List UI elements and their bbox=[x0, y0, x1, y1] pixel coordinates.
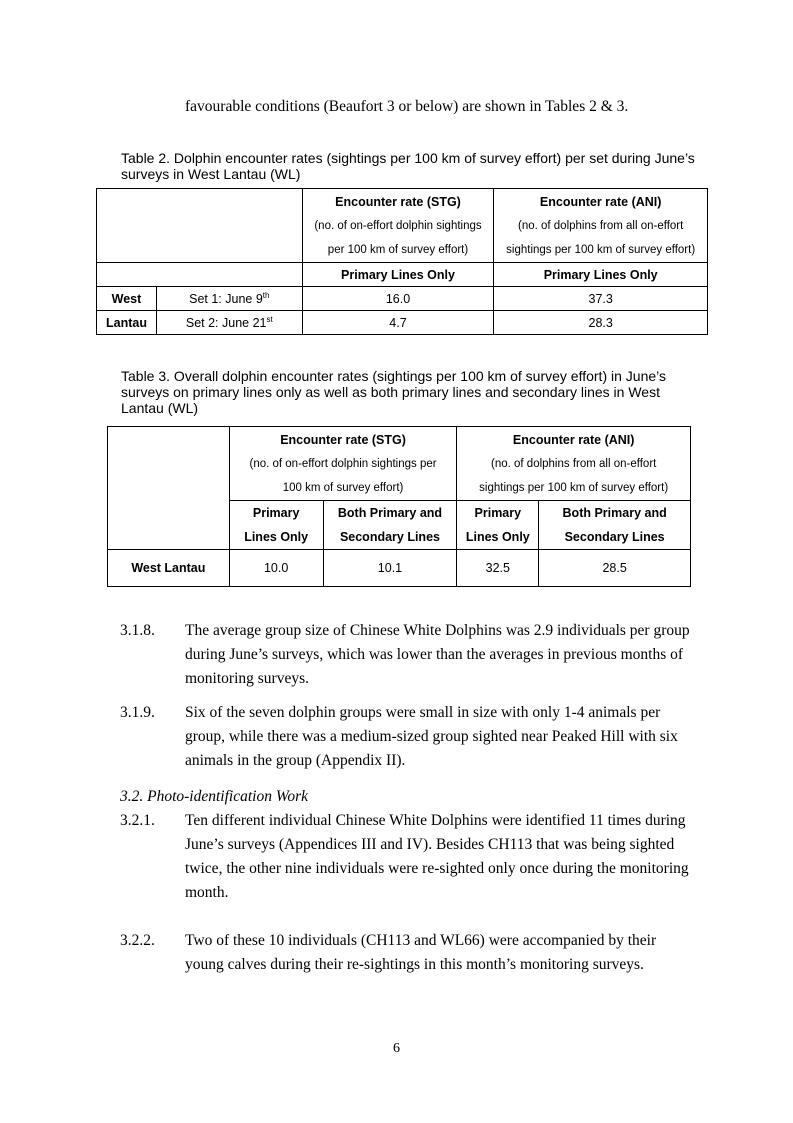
row-label: West Lantau bbox=[108, 550, 230, 587]
paragraph-number: 3.1.9. bbox=[120, 704, 155, 721]
ani-desc-2: sightings per 100 km of survey effort) bbox=[506, 243, 696, 256]
paragraph-text: Ten different individual Chinese White Dolphins were identified 11 times during June’s surveys (Appendices III and IV). Besides CH113 that was being sighted twice, the other nine individuals were re-sighted only once during the monitoring month. bbox=[185, 812, 689, 901]
col-stg-primary: Primary Lines Only bbox=[229, 501, 323, 550]
table-2-stg-header bbox=[302, 189, 494, 263]
stg-value: 4.7 bbox=[302, 311, 494, 335]
stg-desc-2: per 100 km of survey effort) bbox=[327, 243, 469, 256]
value-cell: 32.5 bbox=[457, 550, 539, 587]
ani-desc-2: sightings per 100 km of survey effort) bbox=[479, 481, 669, 494]
set-label: Set 2: June 21st bbox=[156, 311, 302, 335]
stg-desc-1: (no. of on-effort dolphin sightings per bbox=[249, 457, 437, 470]
value-cell: 10.0 bbox=[229, 550, 323, 587]
table-3-ani-header bbox=[457, 427, 691, 501]
stg-title: Encounter rate (STG) bbox=[280, 432, 406, 447]
ani-value: 37.3 bbox=[494, 287, 708, 311]
table-2-blank-cell bbox=[97, 189, 303, 263]
stg-lines-header: Primary Lines Only bbox=[302, 263, 494, 287]
ani-title: Encounter rate (ANI) bbox=[539, 194, 662, 209]
value-cell: 28.5 bbox=[539, 550, 691, 587]
area-label-line-2: Lantau bbox=[97, 311, 157, 335]
value-cell: 10.1 bbox=[323, 550, 457, 587]
table-3-stg-header bbox=[229, 427, 457, 501]
paragraph-text: Six of the seven dolphin groups were small in size with only 1-4 animals per group, while there was a medium-sized group sighted near Peaked Hill with six animals in the group (Appendix II). bbox=[185, 704, 678, 769]
col-ani-both: Both Primary and Secondary Lines bbox=[539, 501, 691, 550]
stg-title: Encounter rate (STG) bbox=[335, 194, 461, 209]
table-2 bbox=[96, 188, 708, 335]
stg-desc-1: (no. of on-effort dolphin sightings bbox=[314, 219, 482, 232]
col-stg-both: Both Primary and Secondary Lines bbox=[323, 501, 457, 550]
ani-value: 28.3 bbox=[494, 311, 708, 335]
page-number: 6 bbox=[393, 1041, 400, 1056]
ani-lines-header: Primary Lines Only bbox=[494, 263, 708, 287]
set-label: Set 1: June 9th bbox=[156, 287, 302, 311]
stg-desc-2: 100 km of survey effort) bbox=[282, 481, 404, 494]
paragraph-number: 3.2.2. bbox=[120, 932, 155, 949]
table-3 bbox=[107, 426, 691, 587]
area-label-line-1: West bbox=[97, 287, 157, 311]
paragraph-number: 3.1.8. bbox=[120, 622, 155, 639]
section-heading: 3.2. Photo-identification Work bbox=[120, 788, 308, 805]
table-3-caption: Table 3. Overall dolphin encounter rates (sightings per 100 km of survey effort) in June’s surveys on primary lines only as well as both primary lines and secondary lines in West Lantau (WL) bbox=[121, 368, 666, 416]
table-2-ani-header bbox=[494, 189, 708, 263]
col-ani-primary: Primary Lines Only bbox=[457, 501, 539, 550]
ani-title: Encounter rate (ANI) bbox=[512, 432, 635, 447]
table-2-blank-cell bbox=[97, 263, 303, 287]
table-2-caption: Table 2. Dolphin encounter rates (sightings per 100 km of survey effort) per set during June’s surveys in West Lantau (WL) bbox=[121, 150, 695, 182]
stg-value: 16.0 bbox=[302, 287, 494, 311]
intro-text: favourable conditions (Beaufort 3 or below) are shown in Tables 2 & 3. bbox=[185, 98, 629, 115]
table-3-blank-cell bbox=[108, 427, 230, 550]
ani-desc-1: (no. of dolphins from all on-effort bbox=[491, 457, 657, 470]
paragraph-number: 3.2.1. bbox=[120, 812, 155, 829]
paragraph-text: Two of these 10 individuals (CH113 and WL66) were accompanied by their young calves during their re-sightings in this month’s monitoring surveys. bbox=[185, 932, 657, 973]
ani-desc-1: (no. of dolphins from all on-effort bbox=[517, 219, 684, 232]
paragraph-text: The average group size of Chinese White Dolphins was 2.9 individuals per group during June’s surveys, which was lower than the averages in previous months of monitoring surveys. bbox=[185, 622, 690, 687]
